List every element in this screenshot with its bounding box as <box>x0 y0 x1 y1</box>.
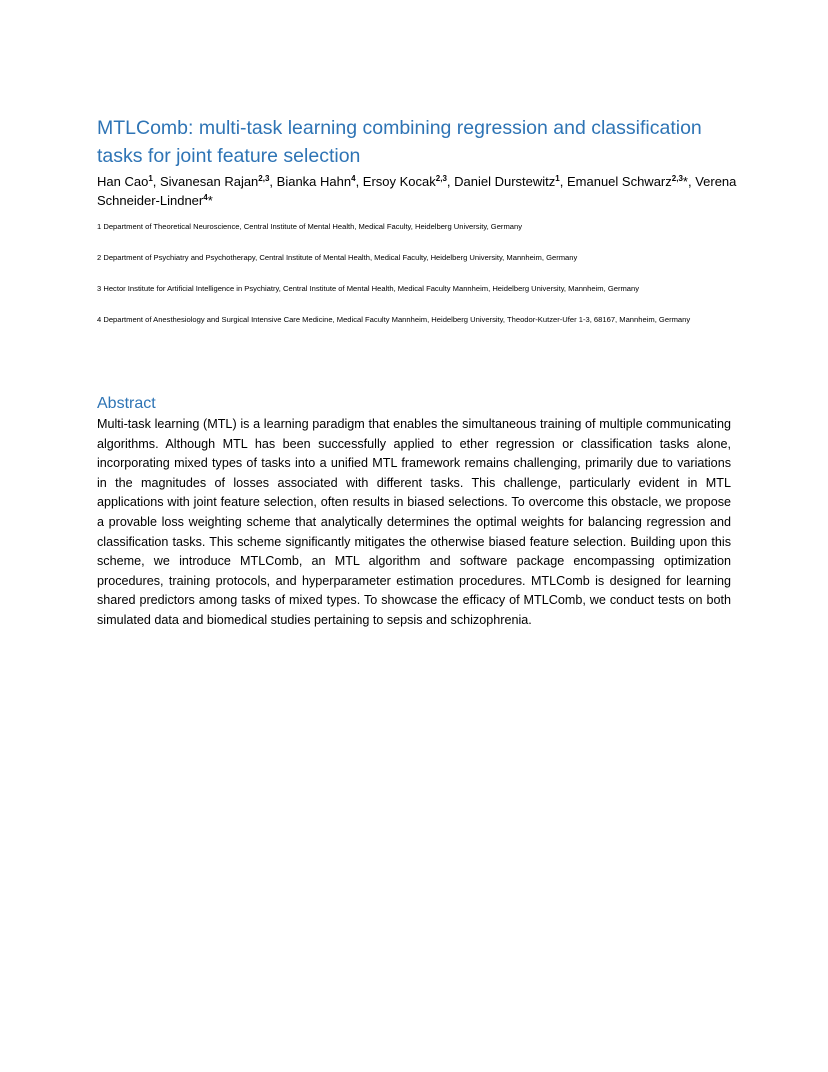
affiliation-4: 4 Department of Anesthesiology and Surgical Intensive Care Medicine, Medical Faculty Mannheim, Heidelberg University, Theodor-Kutzer-Ufer 1-3, 68167, Mannheim, Germany <box>97 315 691 324</box>
author-list <box>97 172 737 210</box>
paper-title: MTLComb: multi-task learning combining regression and classification tasks for joint feature selection <box>97 117 702 167</box>
author-name: Emanuel Schwarz <box>566 174 672 189</box>
author-name: Daniel Durstewitz <box>454 174 556 189</box>
affiliation-2: 2 Department of Psychiatry and Psychotherapy, Central Institute of Mental Health, Medical Faculty, Heidelberg University, Mannheim, Germany <box>97 253 578 262</box>
author-separator: , <box>446 174 455 189</box>
author-affiliation-marker: 2,3 <box>435 174 447 183</box>
author <box>160 174 277 189</box>
author-separator: , <box>152 174 160 189</box>
author <box>363 174 454 189</box>
author-separator: , <box>559 174 567 189</box>
author-separator: , <box>269 174 277 189</box>
abstract-text: Multi-task learning (MTL) is a learning paradigm that enables the simultaneous training of multiple communicating algorithms. Although MTL has been successfully applied to ether regression or classification tasks alone, incorporating mixed types of tasks into a unified MTL framework remains challenging, primarily due to variations in the magnitudes of losses associated with different tasks. This challenge, particularly evident in MTL applications with joint feature selection, often results in biased selections. To overcome this obstacle, we propose a provable loss weighting scheme that analytically determines the optimal weights for balancing regression and classification tasks. This scheme significantly mitigates the otherwise biased feature selection. Building upon this scheme, we introduce MTLComb, an MTL algorithm and software package encompassing optimization procedures, training protocols, and hyperparameter estimation procedures. MTLComb is designed for learning shared predictors among tasks of mixed types. To showcase the efficacy of MTLComb, we conduct tests on both simulated data and biomedical studies pertaining to sepsis and schizophrenia. <box>97 417 731 627</box>
author-separator: , <box>355 174 363 189</box>
author-separator: * <box>207 193 213 208</box>
author-name: Sivanesan Rajan <box>160 174 259 189</box>
author-name: Han Cao <box>97 174 149 189</box>
author-name: Verena Schneider-Lindner <box>97 174 737 208</box>
abstract-heading: Abstract <box>97 395 156 412</box>
author-affiliation-marker: 2,3 <box>671 174 683 183</box>
author <box>97 174 160 189</box>
author-name: Ersoy Kocak <box>362 174 436 189</box>
author <box>567 174 695 189</box>
author-name: Bianka Hahn <box>276 174 352 189</box>
author-affiliation-marker: 4 <box>203 193 208 202</box>
author-affiliation-marker: 1 <box>148 174 153 183</box>
author-affiliation-marker: 4 <box>351 174 356 183</box>
author-affiliation-marker: 1 <box>555 174 560 183</box>
author <box>277 174 363 189</box>
affiliation-3: 3 Hector Institute for Artificial Intelligence in Psychiatry, Central Institute of Mental Health, Medical Faculty Mannheim, Heidelberg University, Mannheim, Germany <box>97 284 640 293</box>
affiliation-1: 1 Department of Theoretical Neuroscience, Central Institute of Mental Health, Medical Faculty, Heidelberg University, Germany <box>97 222 523 231</box>
author-separator: *, <box>682 174 696 189</box>
author <box>454 174 567 189</box>
author-affiliation-marker: 2,3 <box>258 174 270 183</box>
